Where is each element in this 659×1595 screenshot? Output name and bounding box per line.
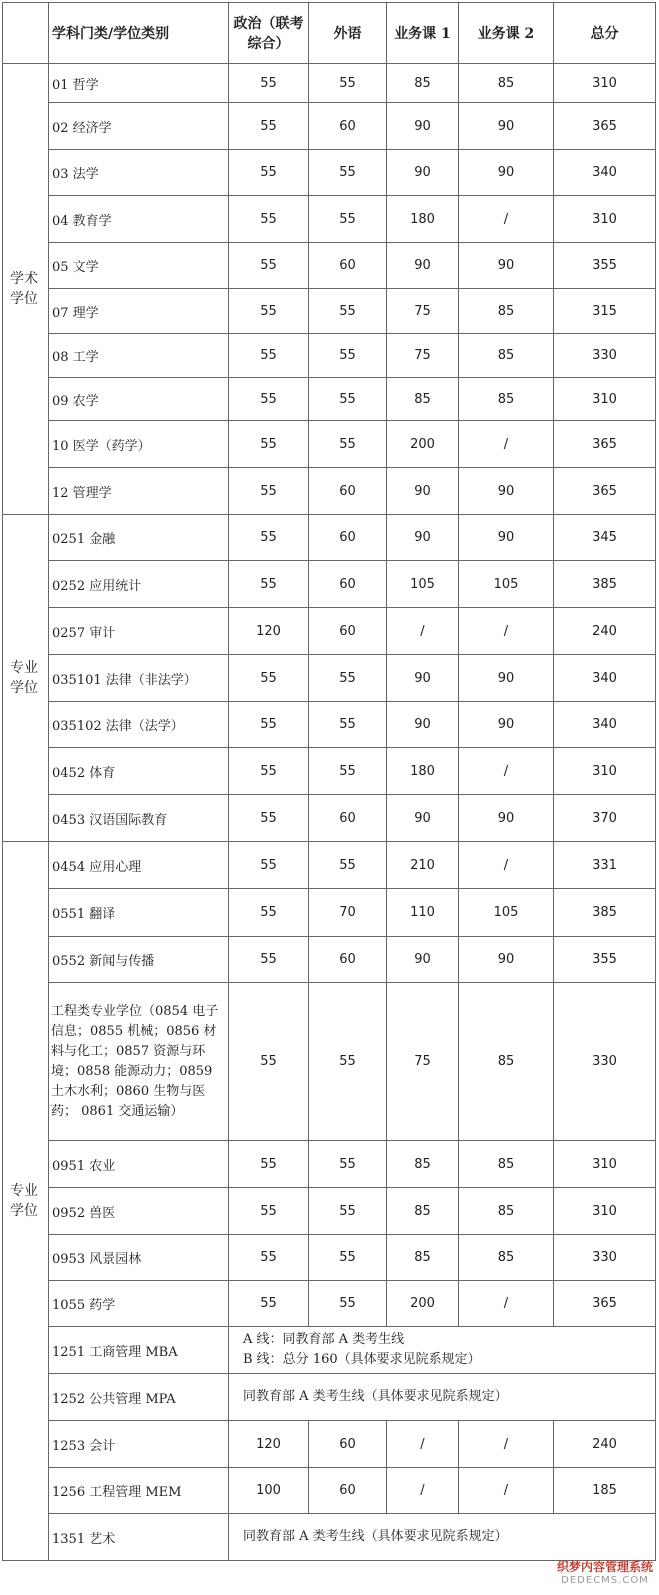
table-row (3, 64, 656, 103)
politics-score-cell: 55 (229, 561, 309, 608)
course1-score-cell: 200 (387, 1281, 459, 1327)
total-score-cell: 365 (554, 468, 656, 515)
language-score-cell: 55 (309, 702, 387, 748)
politics-score-cell: 120 (229, 608, 309, 655)
total-score-cell: 330 (554, 334, 656, 378)
table-row (3, 655, 656, 702)
total-score-cell: 330 (554, 983, 656, 1141)
header-row (3, 3, 656, 64)
language-score-cell: 70 (309, 889, 387, 937)
table-row (3, 515, 656, 561)
course1-score-cell: 85 (387, 64, 459, 103)
course2-score-cell: 85 (459, 289, 554, 334)
discipline-cell: 1256 工程管理 MEM (49, 1468, 229, 1514)
table-row (3, 1235, 656, 1281)
course2-score-cell: 85 (459, 1141, 554, 1188)
course1-score-cell: 210 (387, 842, 459, 889)
discipline-cell: 0257 审计 (49, 608, 229, 655)
table-row (3, 842, 656, 889)
language-score-cell: 60 (309, 1421, 387, 1468)
politics-score-cell: 55 (229, 1235, 309, 1281)
header-language: 外语 (309, 3, 387, 64)
course1-score-cell: 85 (387, 1141, 459, 1188)
table-row (3, 983, 656, 1141)
course1-score-cell: 90 (387, 795, 459, 842)
course2-score-cell: 90 (459, 515, 554, 561)
total-score-cell: 310 (554, 1141, 656, 1188)
total-score-cell: 365 (554, 1281, 656, 1327)
course1-score-cell: 90 (387, 103, 459, 150)
total-score-cell: 185 (554, 1468, 656, 1514)
discipline-cell: 0552 新闻与传播 (49, 937, 229, 983)
language-score-cell: 55 (309, 1141, 387, 1188)
table-row (3, 795, 656, 842)
discipline-cell: 0454 应用心理 (49, 842, 229, 889)
table-row (3, 937, 656, 983)
total-score-cell: 310 (554, 1188, 656, 1235)
discipline-cell: 0551 翻译 (49, 889, 229, 937)
language-score-cell: 55 (309, 1281, 387, 1327)
language-score-cell: 60 (309, 515, 387, 561)
table-row (3, 150, 656, 196)
language-score-cell: 55 (309, 421, 387, 468)
course2-score-cell: 90 (459, 468, 554, 515)
politics-score-cell: 55 (229, 842, 309, 889)
table-row (3, 196, 656, 243)
requirement-line-b: B 线：总分 160（具体要求见院系规定） (243, 1352, 481, 1367)
total-score-cell: 365 (554, 421, 656, 468)
politics-score-cell: 55 (229, 748, 309, 795)
discipline-cell: 035101 法律（非法学） (49, 655, 229, 702)
discipline-cell: 07 理学 (49, 289, 229, 334)
group-label-cell: 专业 学位 (3, 842, 49, 1561)
discipline-cell: 035102 法律（法学） (49, 702, 229, 748)
language-score-cell: 60 (309, 561, 387, 608)
course2-score-cell: / (459, 1421, 554, 1468)
language-score-cell: 55 (309, 289, 387, 334)
language-score-cell: 60 (309, 608, 387, 655)
politics-score-cell: 55 (229, 983, 309, 1141)
total-score-cell: 345 (554, 515, 656, 561)
language-score-cell: 60 (309, 937, 387, 983)
language-score-cell: 60 (309, 103, 387, 150)
course1-score-cell: 180 (387, 196, 459, 243)
table-row (3, 1514, 656, 1561)
discipline-cell: 05 文学 (49, 243, 229, 289)
politics-score-cell: 55 (229, 889, 309, 937)
total-score-cell: 240 (554, 1421, 656, 1468)
course1-score-cell: 90 (387, 468, 459, 515)
header-group-cell (3, 3, 49, 64)
total-score-cell: 310 (554, 196, 656, 243)
discipline-cell: 1251 工商管理 MBA (49, 1327, 229, 1374)
discipline-cell: 0453 汉语国际教育 (49, 795, 229, 842)
course2-score-cell: 105 (459, 889, 554, 937)
discipline-cell: 02 经济学 (49, 103, 229, 150)
course2-score-cell: 90 (459, 702, 554, 748)
table-row (3, 378, 656, 421)
table-row (3, 289, 656, 334)
language-score-cell: 55 (309, 64, 387, 103)
total-score-cell: 365 (554, 103, 656, 150)
watermark-line2: DEDECMS.COM (561, 1575, 649, 1586)
header-politics: 政治（联考综合） (229, 3, 309, 64)
course2-score-cell: 85 (459, 378, 554, 421)
politics-score-cell: 55 (229, 64, 309, 103)
total-score-cell: 310 (554, 64, 656, 103)
table-row (3, 421, 656, 468)
course1-score-cell: 90 (387, 937, 459, 983)
course1-score-cell: 105 (387, 561, 459, 608)
course2-score-cell: 85 (459, 983, 554, 1141)
discipline-cell: 工程类专业学位（0854 电子信息；0855 机械；0856 材料与化工；0857 资源与环境；0858 能源动力；0859 土木水利；0860 生物与医药； 0861 交通运输） (49, 983, 229, 1141)
course1-score-cell: 75 (387, 983, 459, 1141)
course2-score-cell: / (459, 748, 554, 795)
course2-score-cell: 90 (459, 655, 554, 702)
language-score-cell: 60 (309, 243, 387, 289)
course2-score-cell: 90 (459, 243, 554, 289)
discipline-cell: 01 哲学 (49, 64, 229, 103)
language-score-cell: 55 (309, 334, 387, 378)
total-score-cell: 355 (554, 243, 656, 289)
header-course1: 业务课 1 (387, 3, 459, 64)
language-score-cell: 55 (309, 748, 387, 795)
total-score-cell: 385 (554, 561, 656, 608)
discipline-cell: 1253 会计 (49, 1421, 229, 1468)
discipline-cell: 04 教育学 (49, 196, 229, 243)
course2-score-cell: 90 (459, 937, 554, 983)
requirement-note-cell: 同教育部 A 类考生线（具体要求见院系规定） (229, 1374, 656, 1421)
header-discipline: 学科门类/学位类别 (49, 3, 229, 64)
politics-score-cell: 55 (229, 937, 309, 983)
discipline-cell: 1351 艺术 (49, 1514, 229, 1561)
course1-score-cell: 85 (387, 378, 459, 421)
course1-score-cell: / (387, 1421, 459, 1468)
politics-score-cell: 55 (229, 795, 309, 842)
politics-score-cell: 55 (229, 150, 309, 196)
course1-score-cell: 90 (387, 655, 459, 702)
course2-score-cell: 85 (459, 1188, 554, 1235)
table-row (3, 1374, 656, 1421)
group-label-cell: 学术 学位 (3, 64, 49, 515)
course2-score-cell: / (459, 196, 554, 243)
politics-score-cell: 55 (229, 378, 309, 421)
table-row (3, 1141, 656, 1188)
course1-score-cell: 110 (387, 889, 459, 937)
total-score-cell: 340 (554, 150, 656, 196)
discipline-cell: 1055 药学 (49, 1281, 229, 1327)
language-score-cell: 60 (309, 468, 387, 515)
course1-score-cell: / (387, 1468, 459, 1514)
table-row (3, 702, 656, 748)
discipline-cell: 0952 兽医 (49, 1188, 229, 1235)
politics-score-cell: 55 (229, 289, 309, 334)
course1-score-cell: 85 (387, 1235, 459, 1281)
course2-score-cell: / (459, 1468, 554, 1514)
table-row (3, 608, 656, 655)
discipline-cell: 10 医学（药学） (49, 421, 229, 468)
discipline-cell: 0951 农业 (49, 1141, 229, 1188)
table-row (3, 1188, 656, 1235)
language-score-cell: 55 (309, 1235, 387, 1281)
course1-score-cell: 90 (387, 515, 459, 561)
total-score-cell: 331 (554, 842, 656, 889)
language-score-cell: 55 (309, 983, 387, 1141)
language-score-cell: 55 (309, 655, 387, 702)
total-score-cell: 370 (554, 795, 656, 842)
requirement-note-cell (229, 1327, 656, 1374)
language-score-cell: 60 (309, 795, 387, 842)
discipline-cell: 0252 应用统计 (49, 561, 229, 608)
header-course2: 业务课 2 (459, 3, 554, 64)
politics-score-cell: 55 (229, 421, 309, 468)
language-score-cell: 55 (309, 1188, 387, 1235)
course1-score-cell: 75 (387, 334, 459, 378)
discipline-cell: 03 法学 (49, 150, 229, 196)
course2-score-cell: 85 (459, 64, 554, 103)
score-line-table (2, 2, 656, 1561)
course2-score-cell: 85 (459, 334, 554, 378)
discipline-cell: 1252 公共管理 MPA (49, 1374, 229, 1421)
table-row (3, 561, 656, 608)
course2-score-cell: 90 (459, 103, 554, 150)
language-score-cell: 55 (309, 150, 387, 196)
table-row (3, 889, 656, 937)
language-score-cell: 55 (309, 196, 387, 243)
course2-score-cell: / (459, 608, 554, 655)
table-row (3, 334, 656, 378)
course2-score-cell: 90 (459, 795, 554, 842)
requirement-line-a: A 线：同教育部 A 类考生线 (243, 1332, 405, 1347)
course1-score-cell: 200 (387, 421, 459, 468)
total-score-cell: 330 (554, 1235, 656, 1281)
table-row (3, 468, 656, 515)
politics-score-cell: 55 (229, 468, 309, 515)
group-label-cell: 专业 学位 (3, 515, 49, 842)
course1-score-cell: 90 (387, 150, 459, 196)
requirement-note-cell: 同教育部 A 类考生线（具体要求见院系规定） (229, 1514, 656, 1561)
politics-score-cell: 55 (229, 702, 309, 748)
total-score-cell: 240 (554, 608, 656, 655)
course1-score-cell: 75 (387, 289, 459, 334)
politics-score-cell: 55 (229, 1188, 309, 1235)
politics-score-cell: 100 (229, 1468, 309, 1514)
total-score-cell: 315 (554, 289, 656, 334)
course2-score-cell: / (459, 1281, 554, 1327)
total-score-cell: 355 (554, 937, 656, 983)
discipline-cell: 08 工学 (49, 334, 229, 378)
watermark-line1: 织梦内容管理系统 (556, 1560, 653, 1574)
course2-score-cell: 105 (459, 561, 554, 608)
total-score-cell: 340 (554, 702, 656, 748)
discipline-cell: 09 农学 (49, 378, 229, 421)
discipline-cell: 12 管理学 (49, 468, 229, 515)
table-row (3, 1421, 656, 1468)
course1-score-cell: 90 (387, 702, 459, 748)
course1-score-cell: 90 (387, 243, 459, 289)
course2-score-cell: 85 (459, 1235, 554, 1281)
course1-score-cell: / (387, 608, 459, 655)
politics-score-cell: 55 (229, 1141, 309, 1188)
course1-score-cell: 85 (387, 1188, 459, 1235)
course2-score-cell: 90 (459, 150, 554, 196)
discipline-cell: 0251 金融 (49, 515, 229, 561)
discipline-cell: 0953 风景园林 (49, 1235, 229, 1281)
politics-score-cell: 55 (229, 334, 309, 378)
table-row (3, 748, 656, 795)
politics-score-cell: 55 (229, 655, 309, 702)
course1-score-cell: 180 (387, 748, 459, 795)
politics-score-cell: 55 (229, 243, 309, 289)
total-score-cell: 340 (554, 655, 656, 702)
total-score-cell: 385 (554, 889, 656, 937)
table-row (3, 1327, 656, 1374)
politics-score-cell: 120 (229, 1421, 309, 1468)
course2-score-cell: / (459, 421, 554, 468)
watermark (557, 1561, 653, 1587)
table-row (3, 1468, 656, 1514)
table-row (3, 1281, 656, 1327)
language-score-cell: 60 (309, 1468, 387, 1514)
total-score-cell: 310 (554, 748, 656, 795)
course2-score-cell: / (459, 842, 554, 889)
table-row (3, 103, 656, 150)
politics-score-cell: 55 (229, 515, 309, 561)
language-score-cell: 55 (309, 842, 387, 889)
politics-score-cell: 55 (229, 1281, 309, 1327)
table-row (3, 243, 656, 289)
language-score-cell: 55 (309, 378, 387, 421)
politics-score-cell: 55 (229, 103, 309, 150)
politics-score-cell: 55 (229, 196, 309, 243)
header-total: 总分 (554, 3, 656, 64)
total-score-cell: 310 (554, 378, 656, 421)
discipline-cell: 0452 体育 (49, 748, 229, 795)
